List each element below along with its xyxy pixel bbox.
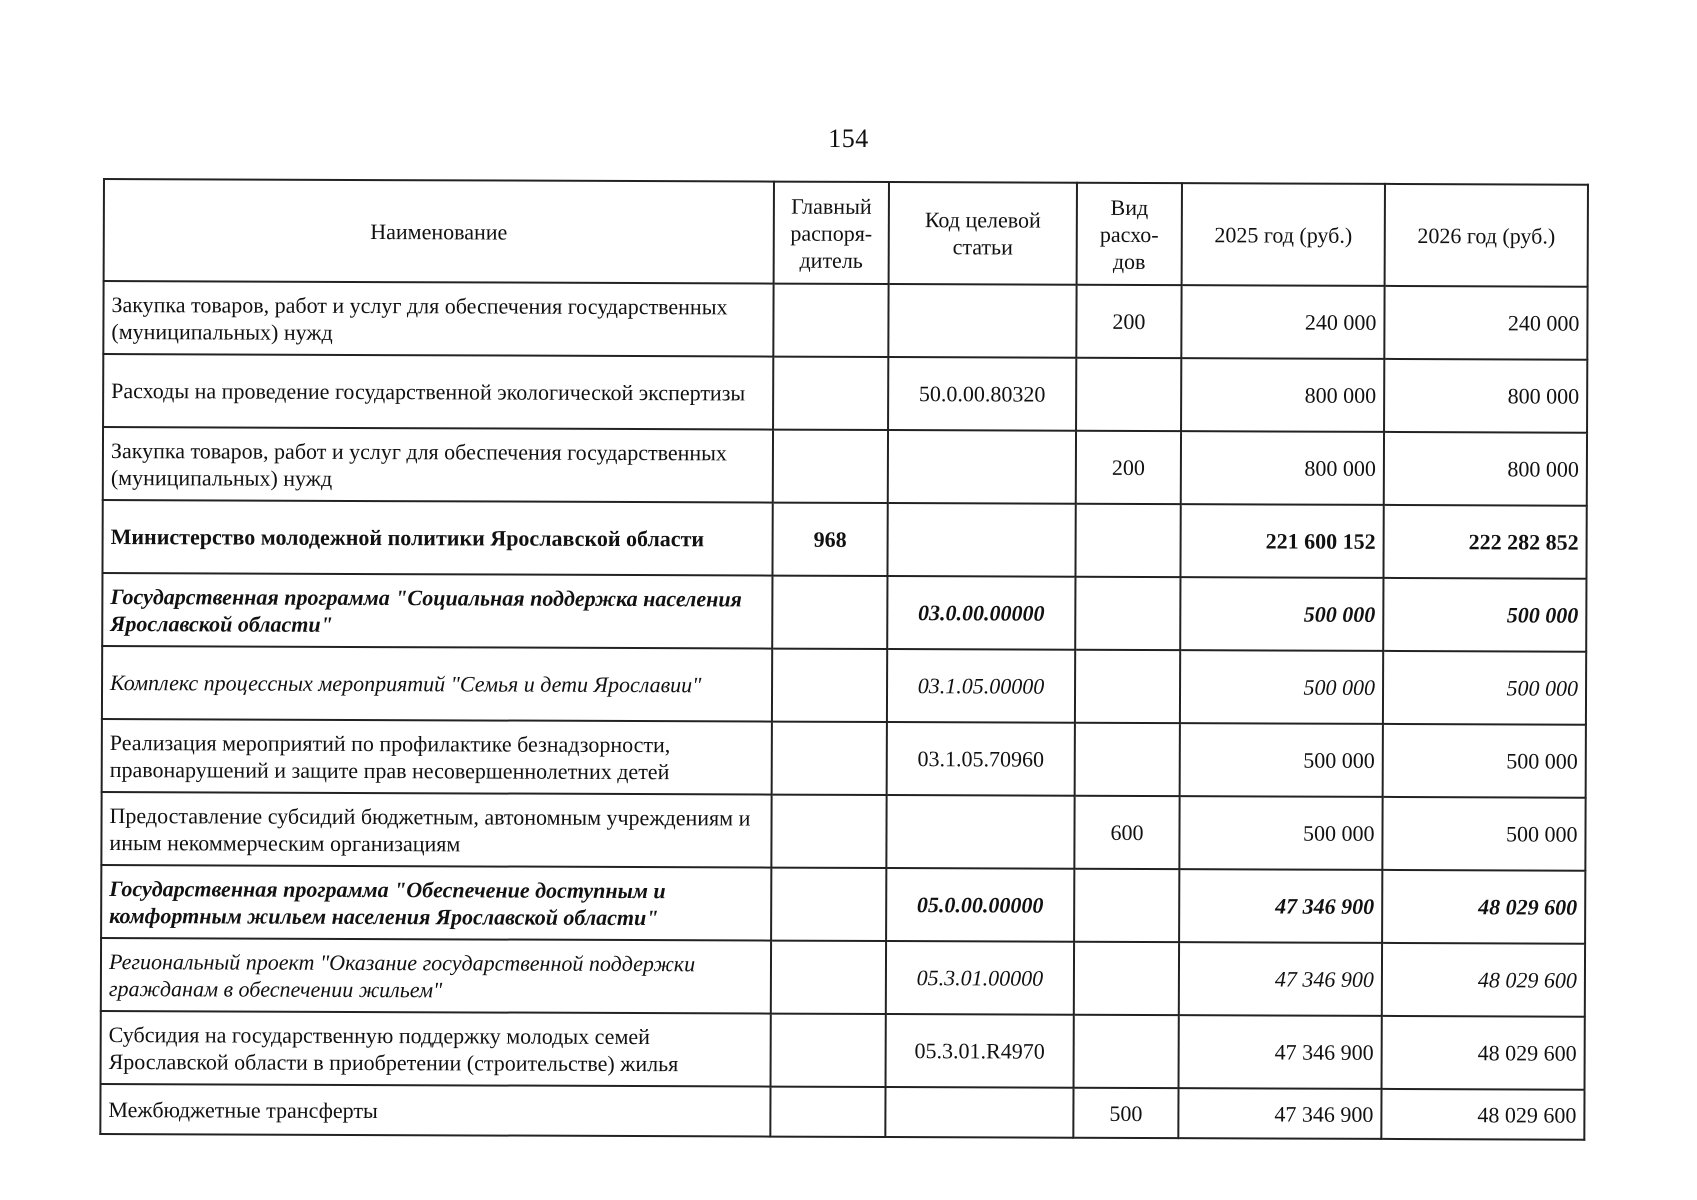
cell-manager [772, 649, 887, 722]
table-row [102, 573, 1586, 652]
table-row [103, 354, 1587, 433]
table-row [101, 792, 1585, 871]
table-row [102, 719, 1586, 798]
header-target-code: Код целевой статьи [889, 182, 1077, 285]
cell-2025: 221 600 152 [1180, 504, 1383, 578]
cell-code [886, 795, 1074, 869]
cell-name: Закупка товаров, работ и услуг для обеспечения государственных (муниципальных) нужд [103, 281, 773, 357]
cell-code: 05.3.01.R4970 [886, 1014, 1074, 1088]
cell-2026: 48 029 600 [1381, 1089, 1584, 1140]
cell-2026: 48 029 600 [1382, 943, 1585, 1017]
cell-2026: 500 000 [1382, 797, 1585, 871]
cell-2025: 500 000 [1180, 577, 1383, 651]
cell-name: Государственная программа "Социальная поддержка населения Ярославской области" [102, 573, 772, 649]
cell-2026: 240 000 [1384, 286, 1587, 360]
cell-code [887, 503, 1075, 577]
cell-code: 03.0.00.00000 [887, 576, 1075, 650]
cell-manager [771, 795, 886, 868]
cell-code: 03.1.05.70960 [887, 722, 1075, 796]
cell-code: 05.3.01.00000 [886, 941, 1074, 1015]
cell-2025: 500 000 [1179, 796, 1382, 870]
table-row [103, 427, 1587, 506]
cell-2025: 800 000 [1181, 358, 1384, 432]
cell-type: 200 [1076, 285, 1181, 358]
cell-name: Субсидия на государственную поддержку молодых семей Ярославской области в приобретении (строительстве) жилья [101, 1011, 771, 1087]
cell-name: Региональный проект "Оказание государственной поддержки гражданам в обеспечении жильем" [101, 938, 771, 1014]
header-expense-type: Вид расхо-дов [1077, 183, 1182, 285]
budget-table [99, 178, 1589, 1141]
cell-manager [771, 868, 886, 941]
cell-2026: 48 029 600 [1382, 1016, 1585, 1090]
table-body [100, 281, 1587, 1140]
cell-2025: 500 000 [1180, 723, 1383, 797]
cell-name: Закупка товаров, работ и услуг для обеспечения государственных (муниципальных) нужд [103, 427, 773, 503]
cell-name: Реализация мероприятий по профилактике безнадзорности, правонарушений и защите прав несовершеннолетних детей [102, 719, 772, 795]
cell-code: 05.0.00.00000 [886, 868, 1074, 942]
header-row [104, 179, 1588, 287]
cell-2025: 47 346 900 [1178, 1088, 1381, 1139]
cell-2026: 800 000 [1384, 432, 1587, 506]
cell-code [888, 430, 1076, 504]
table-row [100, 1084, 1584, 1140]
cell-2025: 500 000 [1180, 650, 1383, 724]
cell-manager [773, 357, 888, 430]
cell-manager [771, 941, 886, 1014]
cell-name: Министерство молодежной политики Ярославской области [102, 500, 772, 576]
table-row [101, 865, 1585, 944]
cell-manager [772, 722, 887, 795]
cell-manager [773, 430, 888, 503]
cell-code: 03.1.05.00000 [887, 649, 1075, 723]
cell-code [888, 284, 1076, 358]
table-row [101, 1011, 1585, 1090]
cell-name: Государственная программа "Обеспечение доступным и комфортным жильем населения Ярославской области" [101, 865, 771, 941]
cell-2026: 500 000 [1383, 578, 1586, 652]
cell-name: Предоставление субсидий бюджетным, автономным учреждениям и иным некоммерческим организациям [101, 792, 771, 868]
cell-manager [773, 284, 888, 357]
table-row [102, 646, 1586, 725]
header-main-manager: Главный распоря-дитель [774, 182, 889, 284]
cell-2026: 222 282 852 [1383, 505, 1586, 579]
table-row [103, 281, 1587, 360]
header-name: Наименование [104, 179, 774, 284]
cell-name: Межбюджетные трансферты [100, 1084, 770, 1137]
cell-type: 500 [1073, 1088, 1178, 1138]
cell-manager [770, 1087, 885, 1137]
cell-name: Комплекс процессных мероприятий "Семья и дети Ярославии" [102, 646, 772, 722]
cell-2025: 47 346 900 [1179, 942, 1382, 1016]
cell-type [1074, 942, 1179, 1015]
cell-2025: 800 000 [1181, 431, 1384, 505]
header-year-2026: 2026 год (руб.) [1385, 184, 1588, 287]
cell-manager [772, 576, 887, 649]
cell-name: Расходы на проведение государственной экологической экспертизы [103, 354, 773, 430]
cell-type [1076, 358, 1181, 431]
cell-type [1075, 504, 1180, 577]
cell-code: 50.0.00.80320 [888, 357, 1076, 431]
cell-type [1075, 577, 1180, 650]
table-header [104, 179, 1588, 287]
cell-2026: 800 000 [1384, 359, 1587, 433]
table-row [101, 938, 1585, 1017]
cell-type [1075, 723, 1180, 796]
page-number: 154 [828, 124, 869, 153]
cell-manager: 968 [772, 503, 887, 576]
cell-type [1075, 650, 1180, 723]
cell-code [885, 1087, 1073, 1138]
cell-type: 200 [1076, 431, 1181, 504]
cell-manager [771, 1014, 886, 1087]
cell-2026: 500 000 [1383, 651, 1586, 725]
cell-2026: 48 029 600 [1382, 870, 1585, 944]
cell-2025: 240 000 [1181, 285, 1384, 359]
cell-2025: 47 346 900 [1179, 869, 1382, 943]
header-year-2025: 2025 год (руб.) [1182, 183, 1385, 286]
cell-type: 600 [1074, 796, 1179, 869]
cell-type [1074, 869, 1179, 942]
cell-type [1074, 1015, 1179, 1088]
cell-2026: 500 000 [1383, 724, 1586, 798]
table-row [102, 500, 1586, 579]
cell-2025: 47 346 900 [1179, 1015, 1382, 1089]
